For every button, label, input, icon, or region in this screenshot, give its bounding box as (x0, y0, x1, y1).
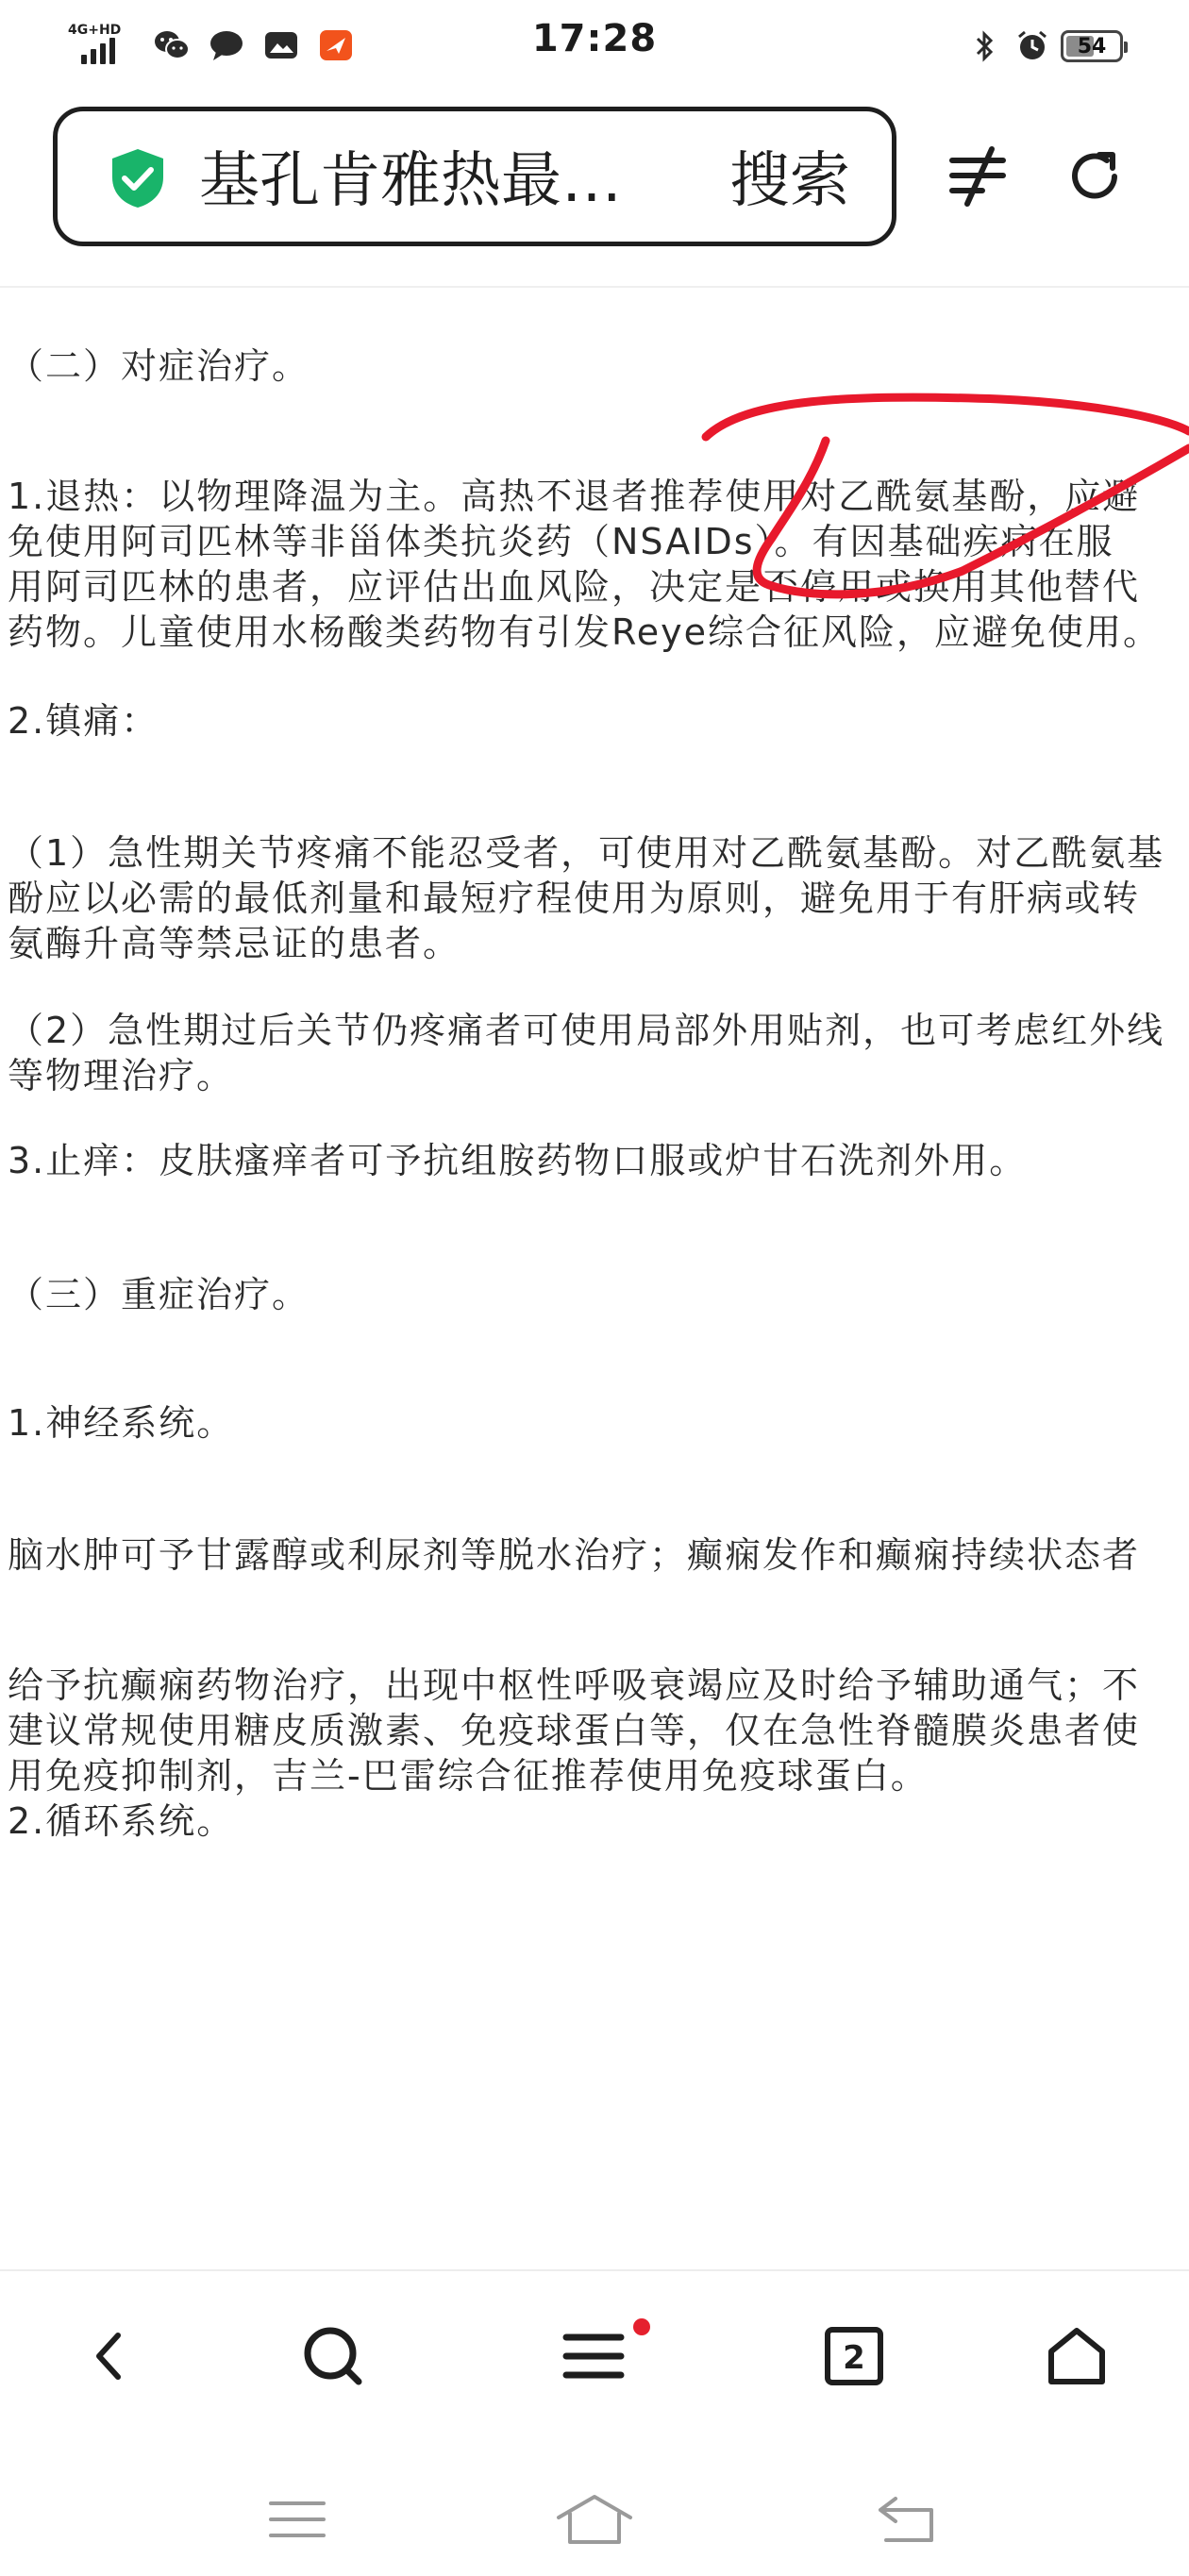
system-nav-bar (0, 2458, 1189, 2576)
article-line: 免使用阿司匹林等非甾体类抗炎药（NSAIDs）。有因基础疾病在服 (8, 521, 1114, 562)
menu-icon[interactable] (546, 2309, 641, 2403)
alarm-icon (1013, 29, 1051, 63)
clock: 17:28 (531, 17, 658, 60)
network-type: 4G+HD (68, 23, 122, 38)
battery-icon (1061, 30, 1123, 62)
article-line: 用免疫抑制剂，吉兰-巴雷综合征推荐使用免疫球蛋白。 (8, 1755, 929, 1797)
article-line: 氨酶升高等禁忌证的患者。 (8, 923, 461, 964)
back-icon[interactable] (62, 2309, 157, 2403)
notification-dot (633, 2318, 650, 2335)
article-line: 等物理治疗。 (8, 1055, 235, 1096)
article-line: 3.止痒：皮肤瘙痒者可予抗组胺药物口服或炉甘石洗剂外用。 (8, 1140, 1028, 1181)
article-content (0, 288, 1189, 2269)
article-line: 1.退热：以物理降温为主。高热不退者推荐使用对乙酰氨基酚，应避 (8, 476, 1141, 517)
article-line: 酚应以必需的最低剂量和最短疗程使用为原则，避免用于有肝病或转 (8, 878, 1141, 919)
tabs-icon[interactable] (807, 2309, 901, 2403)
article-line: 用阿司匹林的患者，应评估出血风险，决定是否停用或换用其他替代 (8, 566, 1141, 608)
article-line: 药物。儿童使用水杨酸类药物有引发Reye综合征风险，应避免使用。 (8, 611, 1161, 653)
browser-toolbar (0, 90, 1189, 288)
article-line: 建议常规使用糖皮质激素、免疫球蛋白等，仅在急性脊髓膜炎患者使 (8, 1710, 1141, 1751)
article-line: 脑水肿可予甘露醇或利尿剂等脱水治疗；癫痫发作和癫痫持续状态者 (8, 1534, 1141, 1576)
system-back-icon[interactable] (849, 2486, 963, 2552)
refresh-icon[interactable] (1057, 139, 1132, 214)
status-bar (0, 0, 1189, 90)
article-line: （2）急性期过后关节仍疼痛者可使用局部外用贴剂，也可考虑红外线 (8, 1010, 1165, 1051)
tab-count: 2 (843, 2339, 865, 2377)
battery-level: 54 (1077, 34, 1107, 59)
search-button[interactable]: 搜索 (729, 146, 850, 216)
article-line: 2.镇痛： (8, 700, 159, 742)
browser-bottom-nav (0, 2269, 1189, 2460)
search-icon[interactable] (286, 2309, 380, 2403)
article-line: 给予抗癫痫药物治疗，出现中枢性呼吸衰竭应及时给予辅助通气；不 (8, 1664, 1141, 1706)
article-line: （二）对症治疗。 (8, 345, 310, 387)
article-line: 1.神经系统。 (8, 1402, 235, 1444)
status-right-icons (966, 23, 1123, 70)
article-line: （三）重症治疗。 (8, 1274, 310, 1315)
address-bar[interactable] (53, 107, 896, 246)
system-home-icon[interactable] (538, 2486, 651, 2552)
text-format-icon[interactable] (940, 139, 1015, 214)
recent-apps-icon[interactable] (241, 2486, 354, 2552)
bluetooth-icon (966, 29, 1004, 63)
home-icon[interactable] (1030, 2309, 1124, 2403)
article-line: （1）急性期关节疼痛不能忍受者，可使用对乙酰氨基酚。对乙酰氨基 (8, 832, 1165, 874)
security-shield-icon (109, 147, 167, 209)
search-query[interactable]: 基孔肯雅热最… (199, 146, 622, 216)
article-line: 2.循环系统。 (8, 1800, 235, 1842)
